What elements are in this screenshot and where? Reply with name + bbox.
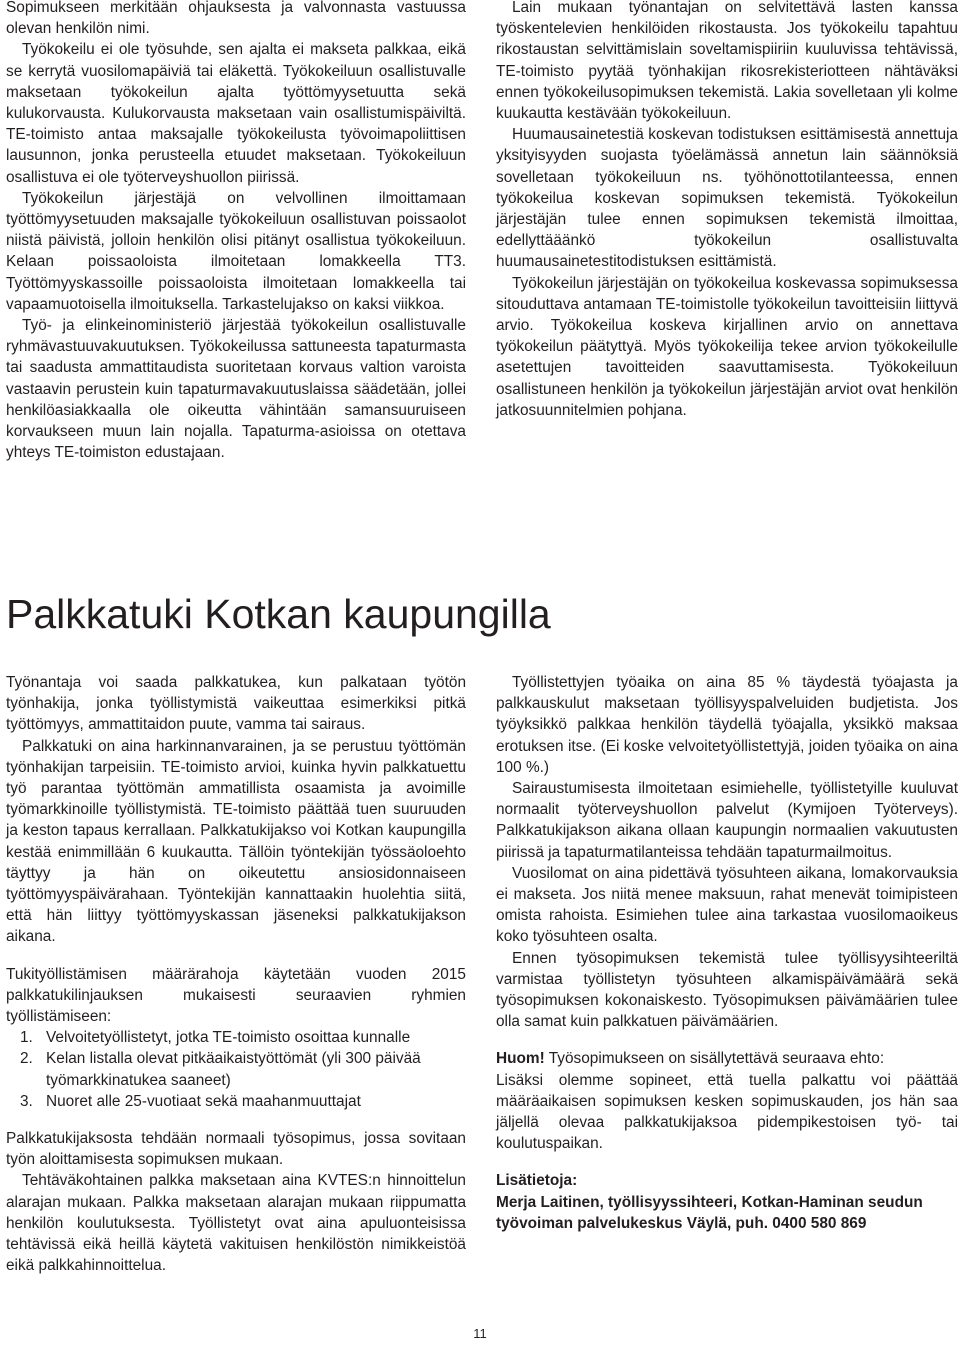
paragraph: Työkokeilun järjestäjän on työkokeilua koskevassa sopimuksessa sitouduttava antamaan TE-toimistolle työkokeilun tavoitteisiin liittyvä arvio. Työkokeilua koskeva kirjallinen arvio on annettava työkokeilun päätyttyä. Myös työkokeilija tekee arvion työkokeilulle asetettujen tavoitteiden saavuttamisesta. Työkokeiluun osallistuneen henkilön ja työkokeilun järjestäjän arviot ovat henkilön jatkosuunnitelmien pohjana. <box>496 274 958 419</box>
list-item <box>6 1091 466 1112</box>
paragraph: Vuosilomat on aina pidettävä työsuhteen aikana, lomakorvauksia ei makseta. Jos niitä menee maksuun, rahat menevät toimipisteen omista rahoista. Esimiehen tulee aina tarkastaa vuosilomaoikeus koko työsuhteen osalta. <box>496 864 958 946</box>
section-title: Palkkatuki Kotkan kaupungilla <box>6 591 551 637</box>
bottom-left-column <box>6 672 466 1276</box>
contact-heading: Lisätietoja: <box>496 1172 578 1190</box>
contact-text: Merja Laitinen, työllisyyssihteeri, Kotkan-Haminan seudun työvoiman palvelukeskus Väylä, puh. 0400 580 869 <box>496 1193 923 1232</box>
page-number: 11 <box>473 1326 487 1341</box>
huom-text: Työsopimukseen on sisällytettävä seuraava ehto: <box>544 1050 885 1068</box>
groups-intro: Tukityöllistämisen määrärahoja käytetään vuoden 2015 palkkatukilinjauksen mukaisesti seuraavien ryhmien työllistämiseen: <box>6 965 466 1026</box>
paragraph: Työnantaja voi saada palkkatukea, kun palkataan työtön työnhakija, jonka työllistymistä vaikeuttaa esimerkiksi pitkä työttömyys, ammattitaidon puute, vamma tai sairaus. <box>6 674 466 734</box>
paragraph: Tehtäväkohtainen palkka maksetaan aina KVTES:n hinnoittelun alarajan mukaan. Palkka maksetaan alarajan mukaan riippumatta henkilön koulutuksesta. Työllistetyt ovat aina apuluonteisissa tehtävissä eikä heillä käytetä vakituisen henkilöstön nimikkeistöä eikä palkkahinnoittelua. <box>6 1172 466 1275</box>
paragraph: Sopimukseen merkitään ohjauksesta ja valvonnasta vastuussa olevan henkilön nimi. <box>6 0 466 38</box>
paragraph: Työkokeilu ei ole työsuhde, sen ajalta ei makseta palkkaa, eikä se kerrytä vuosilomapäiviä tai eläkettä. Työkokeiluun osallistuvalle maksetaan työkokeilun ajalta työttömyysetuutta sekä kulukorvausta. Kulukorvausta maksetaan vain osallistumispäiviltä. TE-toimisto antaa maksajalle työkokeilusta työvoimapoliittisen lausunnon, jonka perusteella etuudet maksetaan. Työkokeiluun osallistuva ei ole työterveyshuollon piirissä. <box>6 41 466 186</box>
paragraph: Työkokeilun järjestäjä on velvollinen ilmoittamaan työttömyysetuuden maksajalle työkokeiluun osallistuvan poissaolot niistä päivistä, jolloin henkilön olisi pitänyt osallistua työkokeiluun. Kelaan poissaoloista ilmoitetaan lomakkeella TT3. Työttömyyskassoille poissaoloista ilmoitetaan lomakkeella tai vapaamuotoisella ilmoituksella. Tarkastelujakso on kaksi viikkoa. <box>6 189 466 313</box>
list-text: Velvoitetyöllistetyt, jotka TE-toimisto osoittaa kunnalle <box>46 1029 411 1047</box>
bottom-right-column <box>496 672 958 1234</box>
huom-paragraph: Lisäksi olemme sopineet, että tuella palkattu voi päättää määräaikaisen sopimuksen kesken sopimuskauden, jos hän saa jäljellä olevaa palkkatukijaksoa pidempikestoisen työ- tai koulutuspaikan. <box>496 1071 958 1153</box>
list-text: Nuoret alle 25-vuotiaat sekä maahanmuuttajat <box>46 1092 361 1110</box>
huom-label: Huom! <box>496 1050 545 1068</box>
list-number: 1. <box>20 1029 33 1047</box>
list-item <box>6 1027 466 1048</box>
groups-list <box>6 1027 466 1112</box>
top-left-column <box>6 0 466 463</box>
paragraph: Ennen työsopimuksen tekemistä tulee työllisyysihteeriltä varmistaa työllistetyn työsuhteen alkamispäivämäärä sekä työsopimuksen kokonaiskesto. Työsopimuksen päivämäärien tulee olla samat kuin palkkatuen päivämäärien. <box>496 949 958 1031</box>
list-text: Kelan listalla olevat pitkäaikaistyöttömät (yli 300 päivää työmarkkinatukea saaneet) <box>46 1050 421 1089</box>
paragraph: Työ- ja elinkeinoministeriö järjestää työkokeilun osallistuvalle ryhmävastuuvakuutuksen. Työkokeilussa sattuneesta tapaturmasta tai saadusta ammattitaudista suoritetaan korvaus valtion varoista vastaavin perustein kuin tapaturmavakuutuslaissa säädetään, jollei henkilöasiakkaalla ole oikeutta vähintään samansuuruiseen korvaukseen muun lain nojalla. Tapaturma-asioissa on otettava yhteys TE-toimiston edustajaan. <box>6 317 466 462</box>
paragraph: Palkkatuki on aina harkinnanvarainen, ja se perustuu työttömän työnhakijan tarpeisiin. TE-toimisto arvioi, kuinka hyvin palkkatuettu työ parantaa työttömän ammatillista osaamista ja avoimille työmarkkinoille työllistymistä. TE-toimisto päättää tuen suuruuden ja keston tapaus kerrallaan. Palkkatukijakso voi Kotkan kaupungilla kestää enimmillään 6 kuukautta. Tällöin työntekijän työssäoloehto täyttyy ja hän on oikeutettu ansiosidonnaiseen työttömyyspäivärahaan. Työntekijän kannattaakin huolehtia siitä, että hän liittyy työttömyyskassan jäseneksi palkkatukijakson aikana. <box>6 737 466 946</box>
paragraph: Työllistettyjen työaika on aina 85 % täydestä työajasta ja palkkauskulut maksetaan työllisyyspalveluiden budjetista. Jos työyksikkö palkkaa henkilön täydellä työajalla, yksikkö maksaa erotuksen itse. (Ei koske velvoitetyöllistettyjä, joiden työaika on aina 100 %.) <box>496 674 958 776</box>
list-number: 3. <box>20 1092 33 1110</box>
top-right-column <box>496 0 958 421</box>
paragraph: Lain mukaan työnantajan on selvitettävä lasten kanssa työskentelevien henkilöiden rikostausta. Jos työkokeilu tapahtuu rikostaustan selvittämislain soveltamispiiriin kuuluvissa tehtävissä, TE-toimisto pyytää työnhakijan rikosrekisteriotteen nähtäväksi ennen työkokeilusopimuksen tekemistä. Lakia sovelletaan yli kolme kuukautta kestävään työkokeiluun. <box>496 0 958 123</box>
huom-note <box>496 1048 958 1069</box>
paragraph: Huumausainetestiä koskevan todistuksen esittämisestä annettuja yksityisyyden suojasta työelämässä annetun lain säännöksiä sovelletaan työkokeiluun ns. työhönottotilanteessa, ennen työkokeilua koskevan sopimuksen tekemistä. Työkokeilun järjestäjän tulee ennen sopimuksen tekemistä ilmoittaa, edellyttääänkö työkokeilun osallistuvalta huumausainetestitodistuksen esittämistä. <box>496 126 958 271</box>
paragraph: Palkkatukijaksosta tehdään normaali työsopimus, jossa sovitaan työn aloittamisesta sopimuksen mukaan. <box>6 1130 466 1169</box>
list-item <box>6 1048 466 1090</box>
list-number: 2. <box>20 1050 33 1068</box>
paragraph: Sairaustumisesta ilmoitetaan esimiehelle, työllistetyille kuuluvat normaalit työterveyshuollon palvelut (Kymijoen Työterveys). Palkkatukijakson aikana ollaan kaupungin normaalien vakuutusten piirissä ja tapaturmatilanteissa tehdään tapaturmailmoitus. <box>496 780 958 861</box>
